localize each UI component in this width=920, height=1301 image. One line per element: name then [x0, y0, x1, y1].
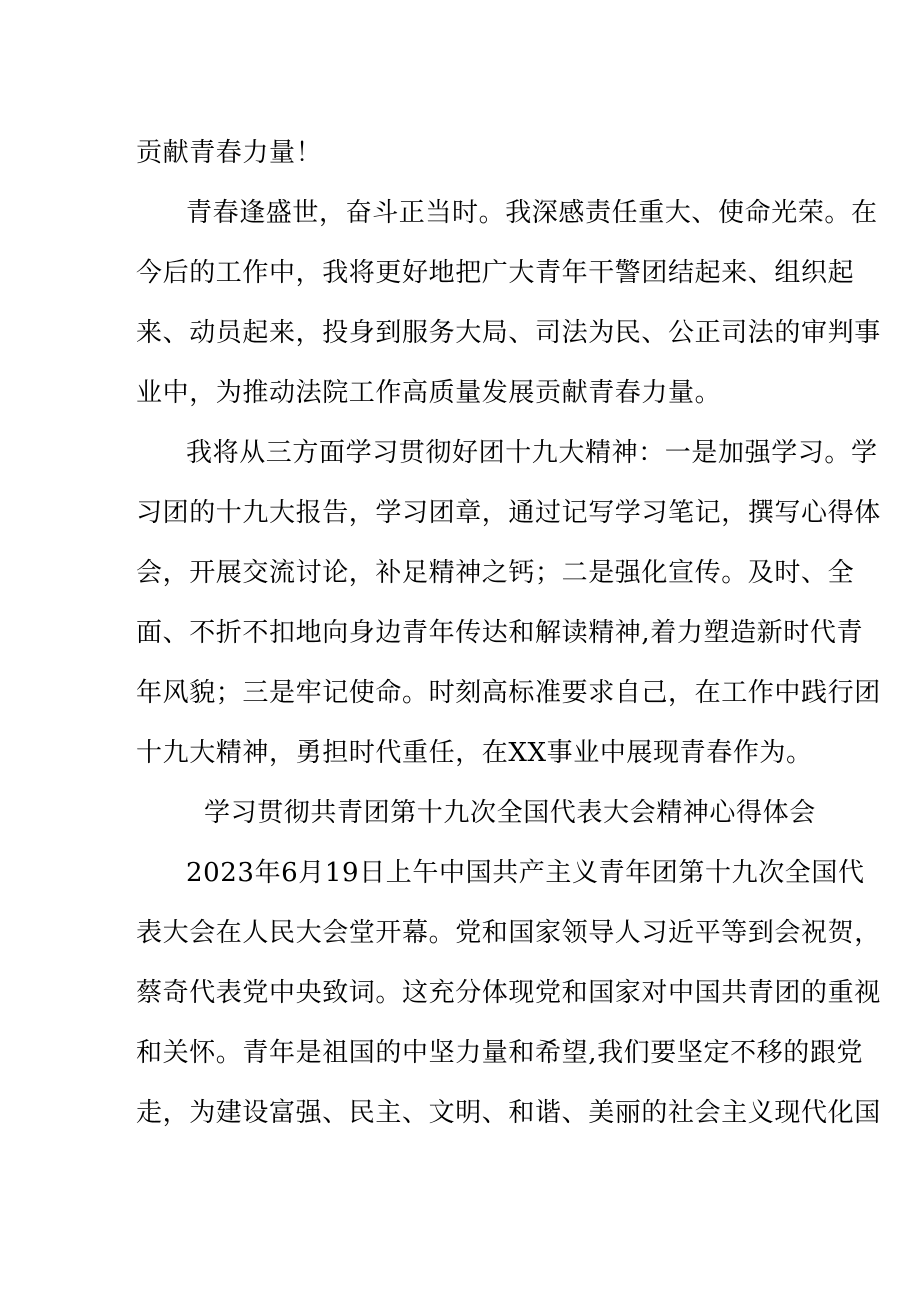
paragraph-line: 年风貌；三是牢记使命。时刻高标准要求自己，在工作中践行团 — [136, 678, 881, 708]
paragraph-line: 2023年6月19日上午中国共产主义青年团第十九次全国代 — [186, 858, 865, 888]
paragraph-line: 来、动员起来，投身到服务大局、司法为民、公正司法的审判事 — [136, 318, 881, 348]
paragraph-line: 我将从三方面学习贯彻好团十九大精神：一是加强学习。学 — [186, 438, 878, 468]
paragraph-line: 今后的工作中，我将更好地把广大青年干警团结起来、组织起 — [136, 258, 855, 288]
paragraph-line: 贡献青春力量！ — [136, 138, 323, 168]
paragraph-line: 青春逢盛世，奋斗正当时。我深感责任重大、使命光荣。在 — [186, 198, 878, 228]
paragraph-line: 会，开展交流讨论，补足精神之钙；二是强化宣传。及时、全 — [136, 558, 855, 588]
paragraph-line: 和关怀。青年是祖国的中坚力量和希望,我们要坚定不移的跟党 — [136, 1038, 864, 1068]
paragraph-line: 习团的十九大报告，学习团章，通过记写学习笔记，撰写心得体 — [136, 498, 881, 528]
paragraph-line: 业中，为推动法院工作高质量发展贡献青春力量。 — [136, 378, 722, 408]
paragraph-line: 蔡奇代表党中央致词。这充分体现党和国家对中国共青团的重视 — [136, 978, 881, 1008]
paragraph-line: 表大会在人民大会堂开幕。党和国家领导人习近平等到会祝贺， — [136, 918, 881, 948]
section-title: 学习贯彻共青团第十九次全国代表大会精神心得体会 — [204, 798, 816, 828]
paragraph-line: 十九大精神，勇担时代重任，在XX事业中展现青春作为。 — [136, 738, 813, 768]
paragraph-line: 面、不折不扣地向身边青年传达和解读精神,着力塑造新时代青 — [136, 618, 864, 648]
paragraph-line: 走，为建设富强、民主、文明、和谐、美丽的社会主义现代化国 — [136, 1098, 881, 1128]
